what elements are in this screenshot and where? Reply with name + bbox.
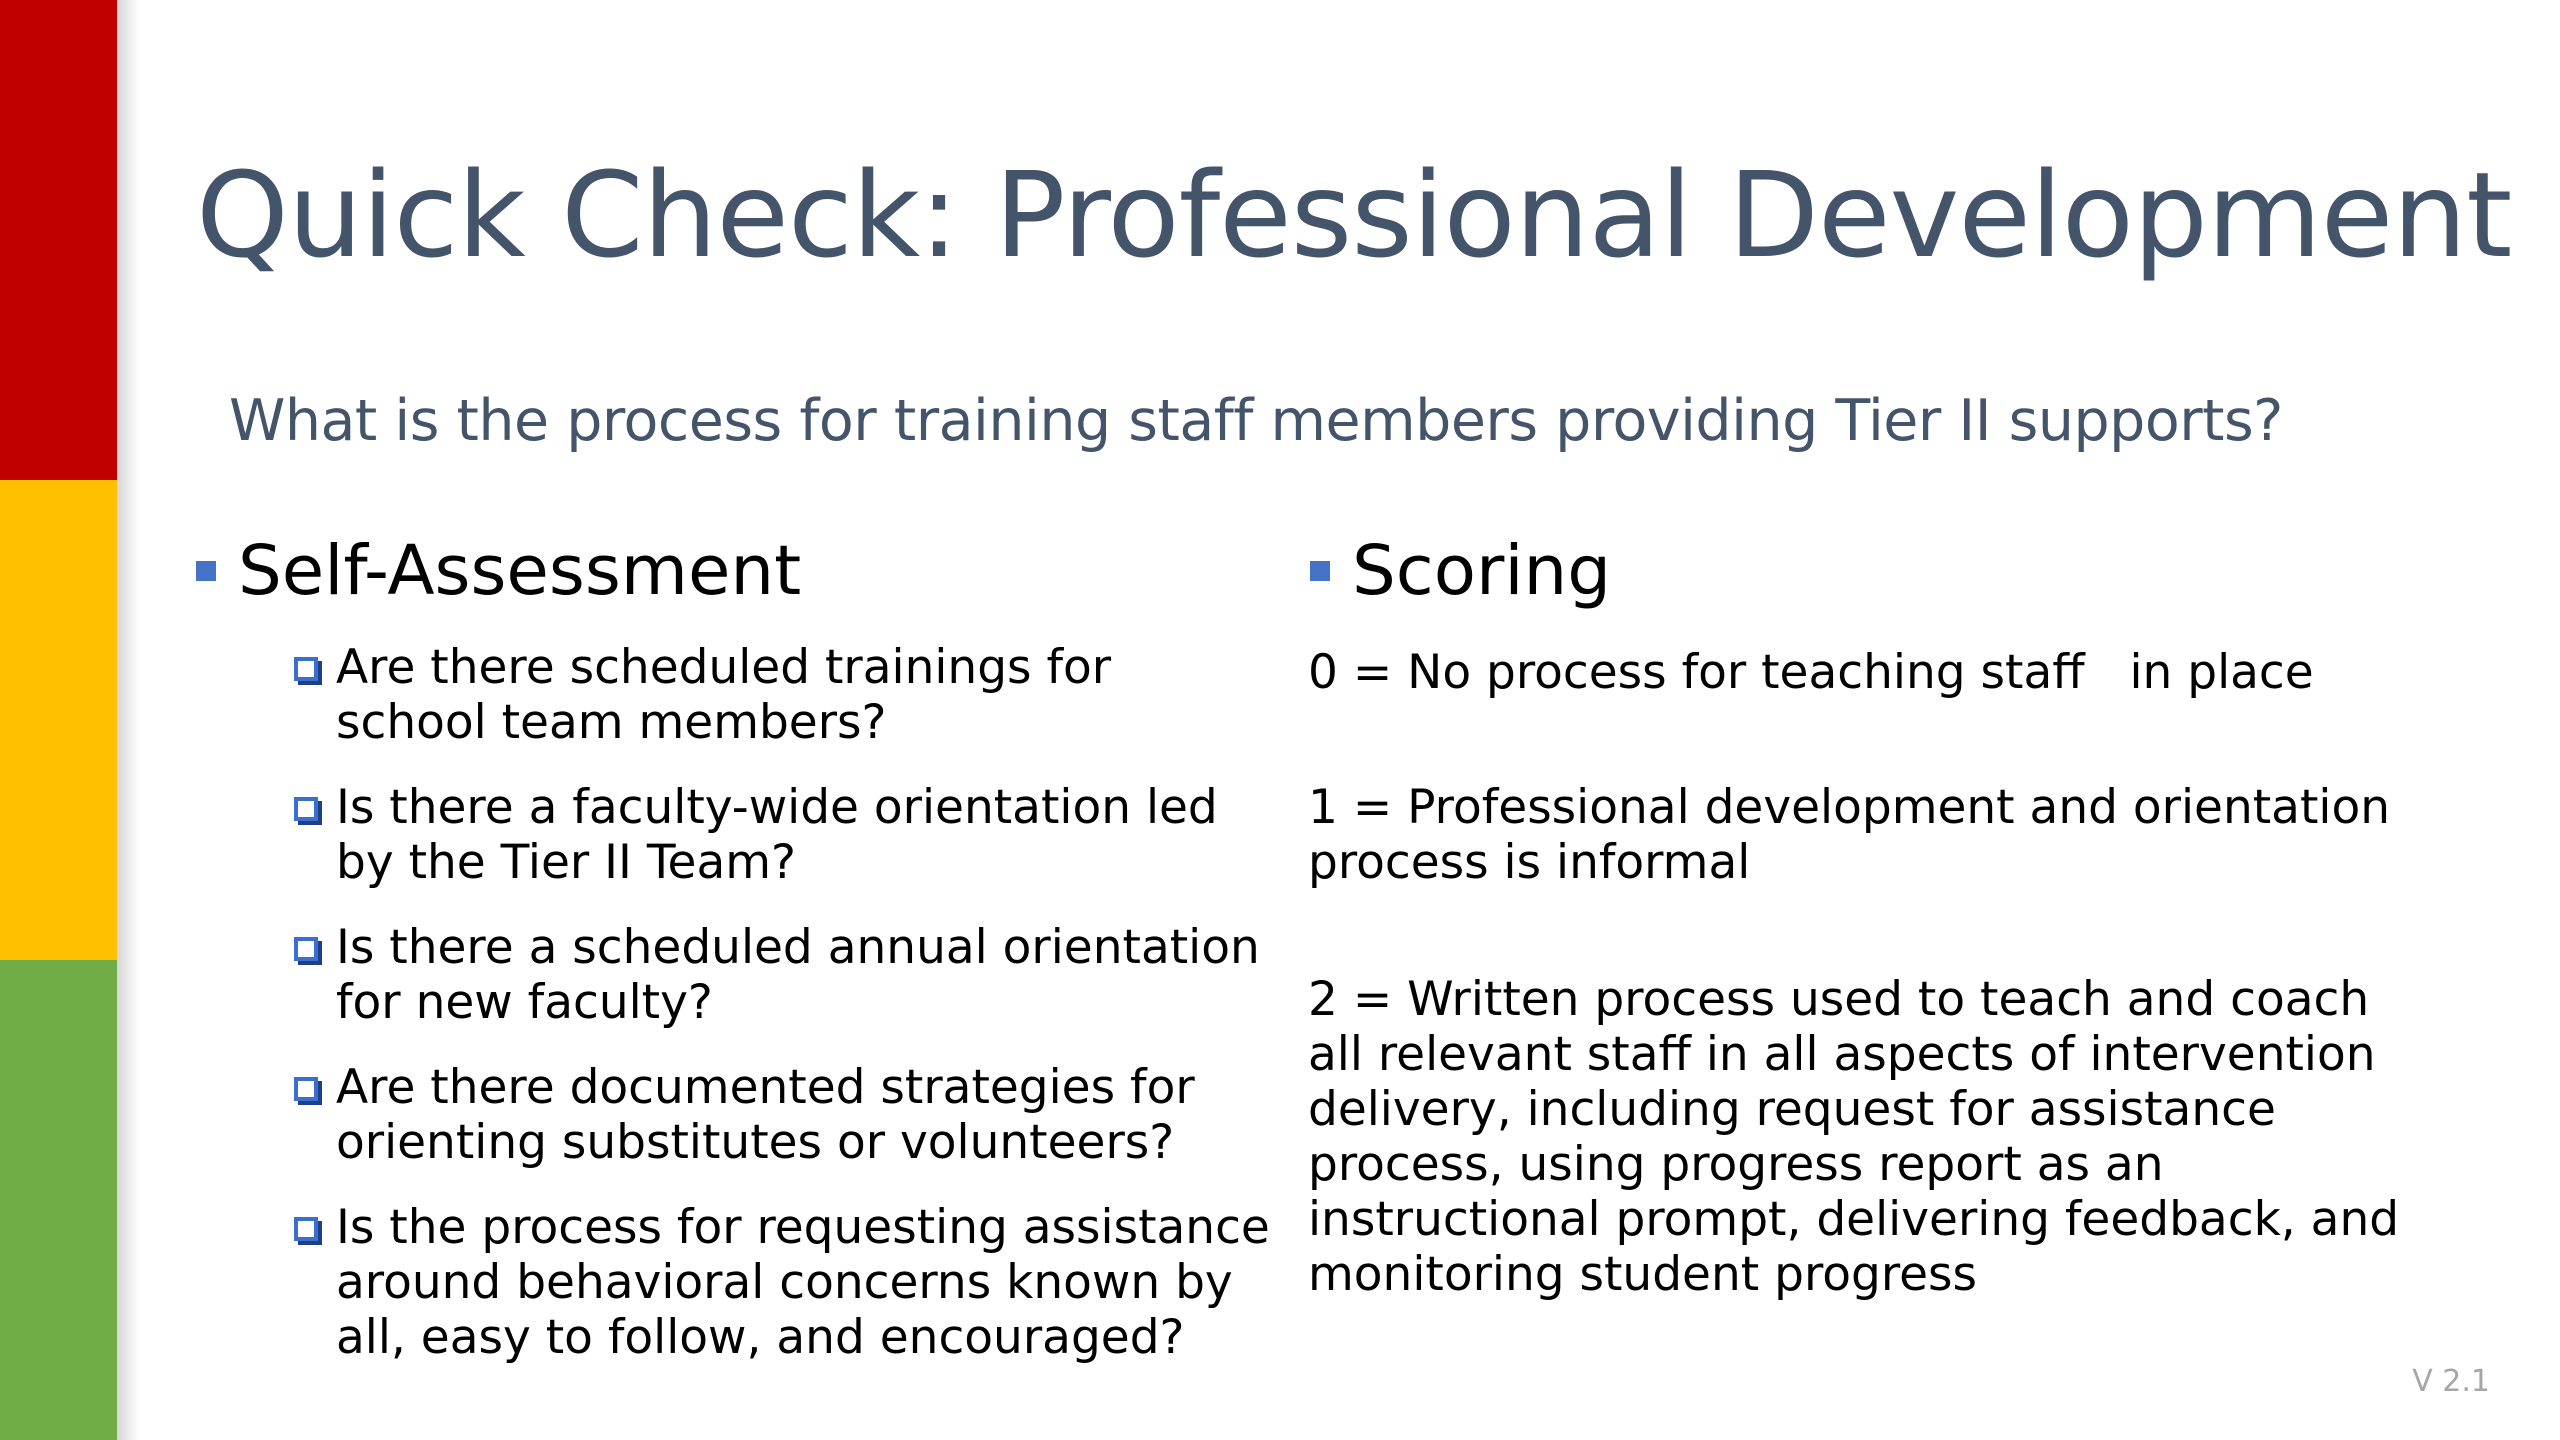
accent-stripe-red [0,0,117,480]
list-item [290,780,1270,890]
scoring-level-1: 1 = Professional development and orientation process is informal [1308,780,2391,890]
checkbox-icon [294,1217,318,1241]
checkbox-icon [294,657,318,681]
self-assessment-heading-text: Self-Assessment [238,531,802,611]
checkbox-icon [294,797,318,821]
list-item [290,920,1270,1030]
list-item-text: Are there scheduled trainings for school team members? [336,640,1112,750]
scoring-level-0: 0 = No process for teaching staff in place [1308,645,2314,700]
list-item-text: Are there documented strategies for orienting substitutes or volunteers? [336,1060,1195,1170]
scoring-level-2: 2 = Written process used to teach and coach all relevant staff in all aspects of intervention delivery, including request for assistance process, using progress report as an instructional prompt, delivering feedback, and monitoring student progress [1308,972,2400,1302]
list-item [290,640,1270,750]
accent-stripe-shadow [117,0,139,1440]
version-label: V 2.1 [2412,1364,2490,1399]
slide-title: Quick Check: Professional Development [196,146,2512,284]
square-bullet-icon [1310,561,1330,581]
list-item-text: Is there a scheduled annual orientation for new faculty? [336,920,1260,1030]
list-item [290,1200,1270,1365]
accent-stripe-green [0,960,117,1440]
accent-stripe-yellow [0,480,117,960]
self-assessment-heading [238,528,801,614]
list-item-text: Is there a faculty-wide orientation led by the Tier II Team? [336,780,1218,890]
square-bullet-icon [196,561,216,581]
checkbox-icon [294,1077,318,1101]
self-assessment-list [290,640,1270,1395]
scoring-heading-text: Scoring [1352,531,1612,611]
slide-subtitle: What is the process for training staff members providing Tier II supports? [229,388,2283,454]
scoring-heading [1352,528,1611,614]
list-item [290,1060,1270,1170]
list-item-text: Is the process for requesting assistance around behavioral concerns known by all, easy to follow, and encouraged? [336,1200,1270,1365]
checkbox-icon [294,937,318,961]
